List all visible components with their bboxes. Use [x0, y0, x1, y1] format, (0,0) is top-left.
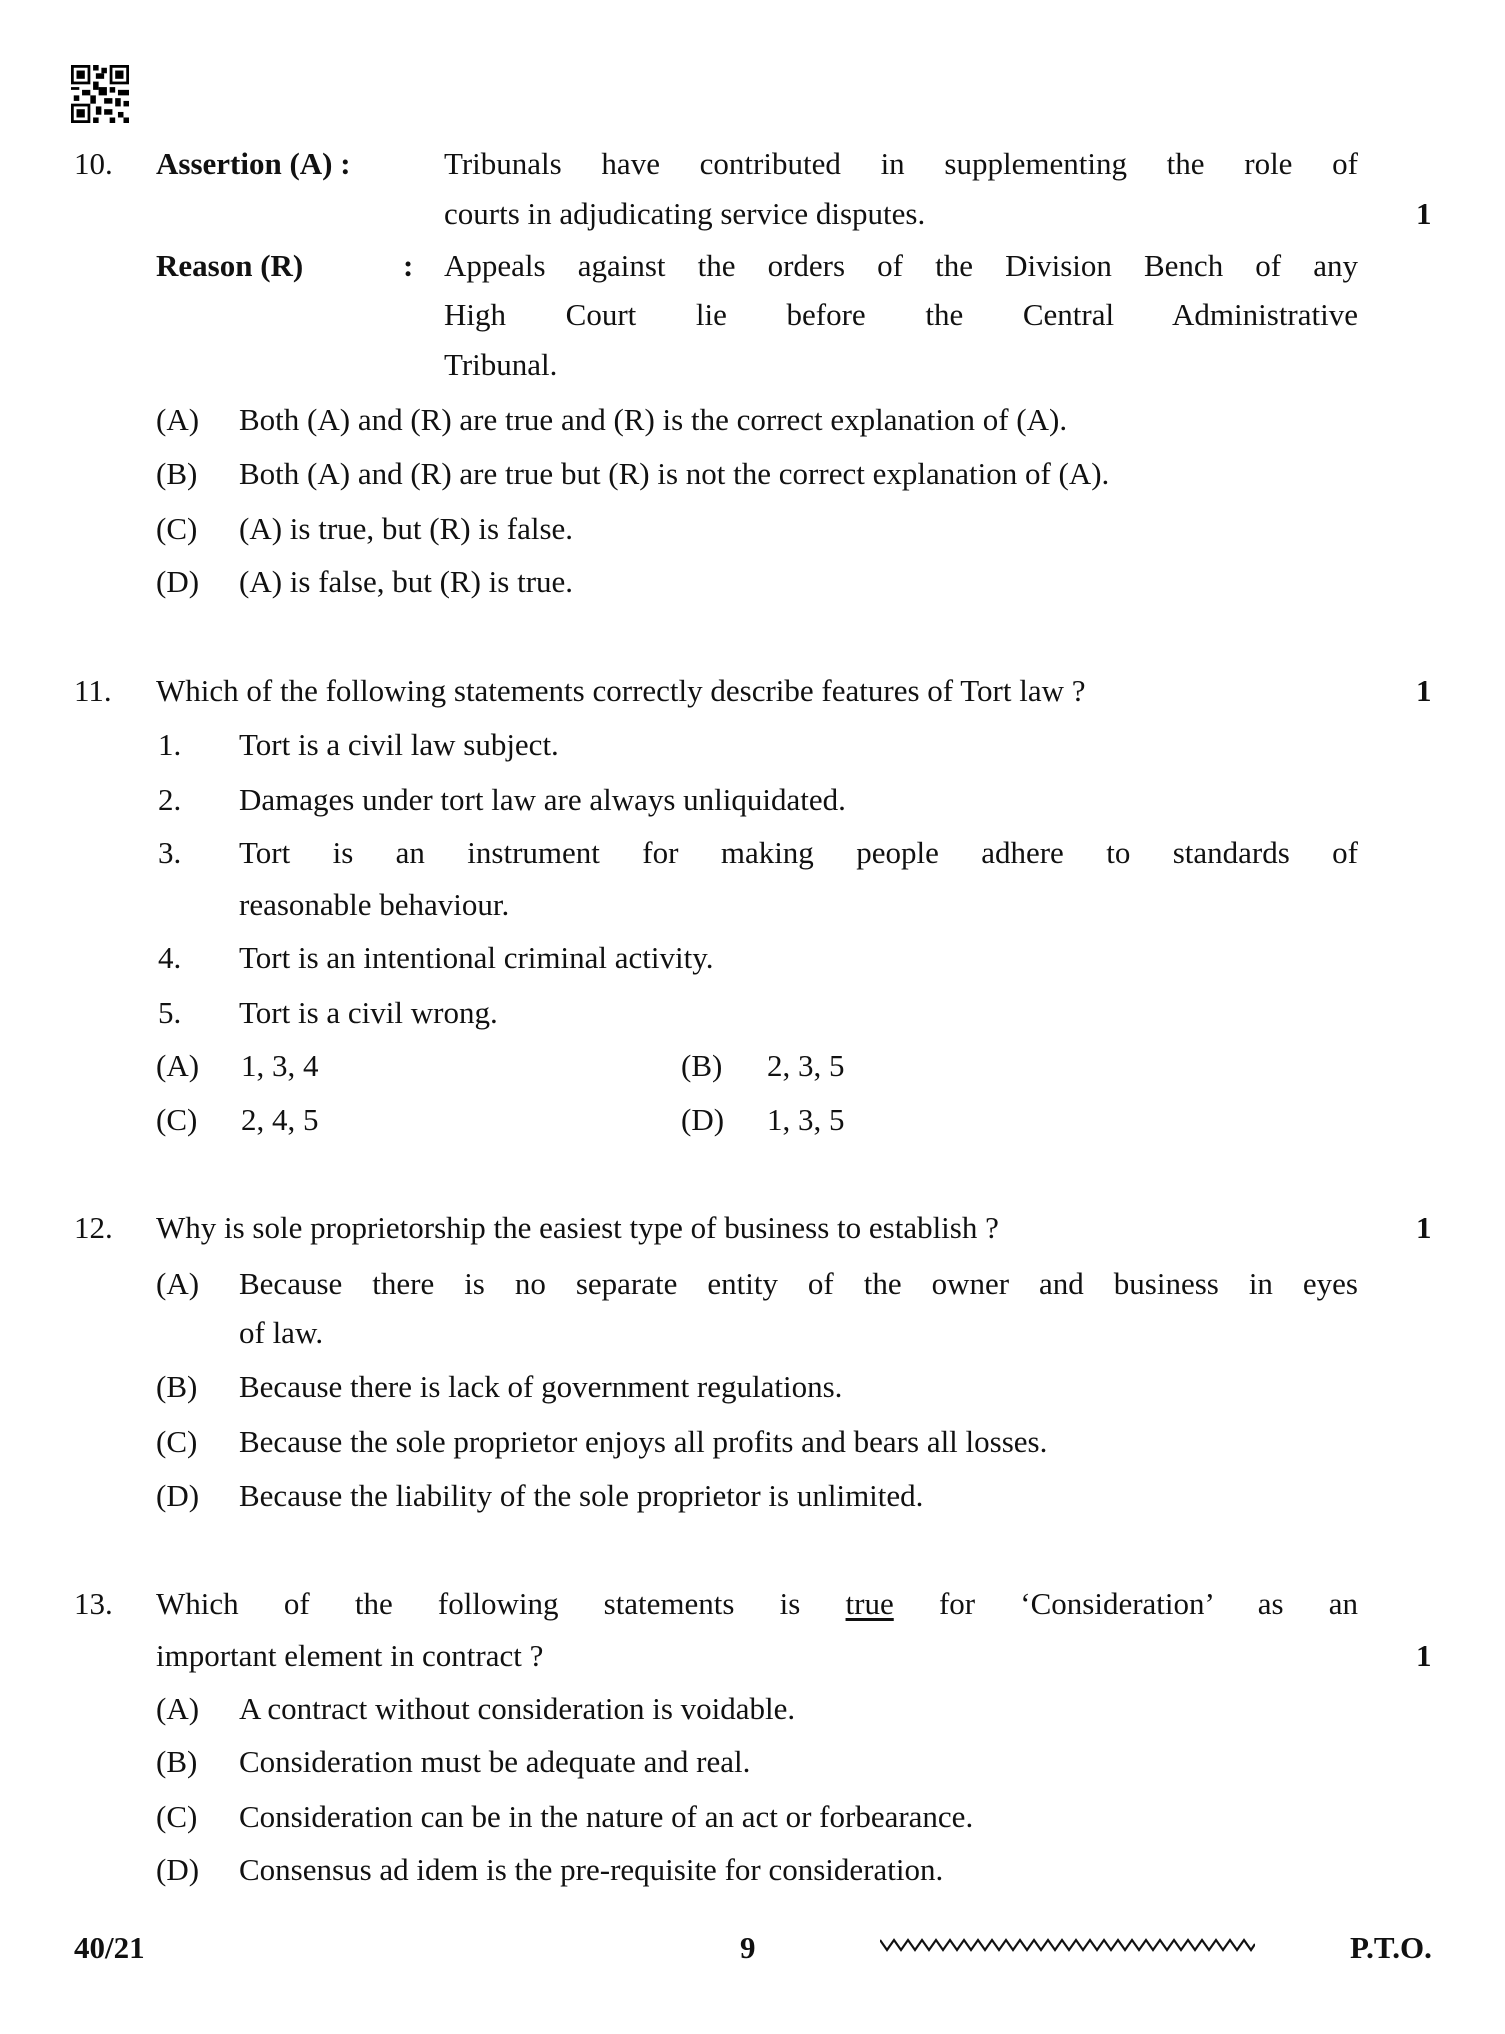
option-text: A contract without consideration is voidable.	[239, 1691, 796, 1726]
option-label: (B)	[156, 456, 198, 491]
assertion-text: Tribunals have contributed in supplementing the role of	[444, 146, 1358, 181]
marks: 1	[1416, 673, 1432, 708]
option-label: (C)	[156, 1102, 198, 1137]
statement-text: Damages under tort law are always unliquidated.	[239, 782, 846, 817]
reason-colon: :	[403, 248, 414, 283]
option-text: of law.	[239, 1315, 324, 1350]
option-label: (B)	[681, 1048, 723, 1083]
qr-code-icon	[71, 65, 129, 123]
statement-label: 4.	[158, 940, 182, 975]
option-label: (C)	[156, 1424, 198, 1459]
statement-text: Tort is an instrument for making people adhere to standards of	[239, 835, 1358, 870]
statement-text: Tort is a civil wrong.	[239, 995, 498, 1030]
option-text: Consensus ad idem is the pre-requisite for consideration.	[239, 1852, 944, 1887]
emphasis-underlined: true	[845, 1586, 894, 1621]
option-text: Because there is lack of government regulations.	[239, 1369, 843, 1404]
question-text-part: for ‘Consideration’ as an	[938, 1586, 1358, 1621]
paper-code: 40/21	[74, 1930, 145, 1965]
option-text: Consideration must be adequate and real.	[239, 1744, 751, 1779]
question-text: important element in contract ?	[156, 1638, 544, 1673]
question-text: Which of the following statements correctly describe features of Tort law ?	[156, 673, 1086, 708]
option-label: (D)	[681, 1102, 725, 1137]
option-label: (B)	[156, 1744, 198, 1779]
statement-text: reasonable behaviour.	[239, 887, 510, 922]
statement-label: 5.	[158, 995, 182, 1030]
question-text: Why is sole proprietorship the easiest type of business to establish ?	[156, 1210, 999, 1245]
option-text: (A) is false, but (R) is true.	[239, 564, 574, 599]
marks: 1	[1416, 1210, 1432, 1245]
option-label: (D)	[156, 1852, 200, 1887]
option-text: 2, 4, 5	[241, 1102, 319, 1137]
option-text: Because there is no separate entity of the owner and business in eyes	[239, 1266, 1358, 1301]
option-label: (C)	[156, 511, 198, 546]
option-label: (A)	[156, 1048, 200, 1083]
option-label: (A)	[156, 1266, 200, 1301]
page-number: 9	[740, 1930, 756, 1965]
statement-text: Tort is an intentional criminal activity.	[239, 940, 714, 975]
statement-label: 2.	[158, 782, 182, 817]
option-text: (A) is true, but (R) is false.	[239, 511, 574, 546]
statement-text: Tort is a civil law subject.	[239, 727, 559, 762]
option-text: Because the sole proprietor enjoys all profits and bears all losses.	[239, 1424, 1048, 1459]
option-label: (D)	[156, 564, 200, 599]
question-number: 12.	[74, 1210, 113, 1245]
statement-label: 3.	[158, 835, 182, 870]
please-turn-over: P.T.O.	[1350, 1930, 1432, 1965]
option-label: (A)	[156, 402, 200, 437]
reason-label: Reason (R)	[156, 248, 304, 283]
assertion-text: courts in adjudicating service disputes.	[444, 196, 926, 231]
marks: 1	[1416, 196, 1432, 231]
option-text: Both (A) and (R) are true but (R) is not the correct explanation of (A).	[239, 456, 1110, 491]
reason-text: Tribunal.	[444, 347, 558, 382]
option-text: 1, 3, 4	[241, 1048, 319, 1083]
question-text	[156, 1588, 1358, 1619]
option-label: (A)	[156, 1691, 200, 1726]
question-text-part: Which of the following statements is	[156, 1586, 801, 1621]
option-text: Because the liability of the sole proprietor is unlimited.	[239, 1478, 924, 1513]
question-number: 10.	[74, 146, 113, 181]
option-text: 2, 3, 5	[767, 1048, 845, 1083]
question-number: 11.	[74, 673, 112, 708]
option-text: Consideration can be in the nature of an act or forbearance.	[239, 1799, 974, 1834]
wavy-divider-icon	[880, 1936, 1255, 1954]
option-label: (C)	[156, 1799, 198, 1834]
reason-text: High Court lie before the Central Administrative	[444, 297, 1358, 332]
marks: 1	[1416, 1638, 1432, 1673]
option-label: (D)	[156, 1478, 200, 1513]
assertion-label: Assertion (A) :	[156, 146, 351, 181]
question-number: 13.	[74, 1586, 113, 1621]
option-text: Both (A) and (R) are true and (R) is the correct explanation of (A).	[239, 402, 1068, 437]
option-text: 1, 3, 5	[767, 1102, 845, 1137]
reason-text: Appeals against the orders of the Division Bench of any	[444, 248, 1358, 283]
statement-label: 1.	[158, 727, 182, 762]
option-label: (B)	[156, 1369, 198, 1404]
